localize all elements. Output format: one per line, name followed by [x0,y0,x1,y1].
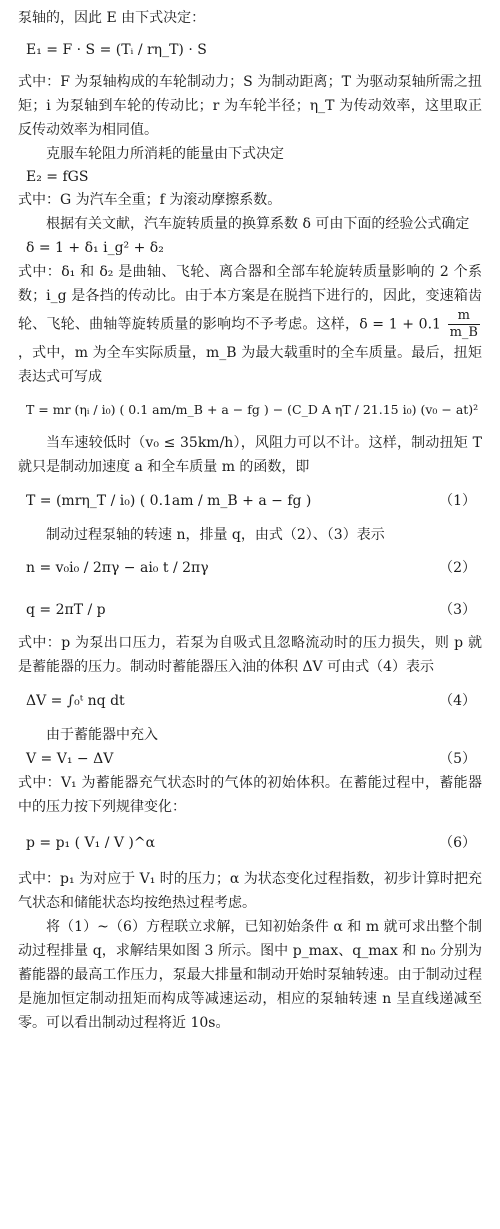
text-paragraph-9: 式中：p 为泵出口压力，若泵为自吸式且忽略流动时的压力损失，则 p 就是蓄能器的压力。制动时蓄能器压入油的体积 ΔV 可由式（4）表示 [18,635,482,675]
equation-5 [18,747,482,771]
equation-E1 [18,30,482,70]
equation-3-number: （3） [439,602,476,618]
equation-2-number: （2） [439,560,476,576]
equation-4 [18,679,482,723]
fraction-m-over-mB [448,308,480,341]
equation-T-full [18,389,482,431]
fraction-numerator: m [448,308,480,325]
equation-5-text: V = V₁ − ΔV [26,751,114,767]
equation-1-number: （1） [439,493,476,509]
text-paragraph-11: 式中：V₁ 为蓄能器充气状态时的气体的初始体积。在蓄能过程中，蓄能器中的压力按下列规律变化： [18,775,482,815]
fraction-denominator: m_B [449,325,478,340]
equation-delta-text: δ = 1 + δ₁ i_g² + δ₂ [26,240,164,256]
text-paragraph-2: 式中：F 为泵轴构成的车轮制动力；S 为制动距离；T 为驱动泵轴所需之扭矩；i 为泵轴到车轮的传动比；r 为车轮半径；η_T 为传动效率，这里取正反传动效率为相同值。 [18,74,482,138]
equation-E2-text: E₂ = fGS [26,169,89,185]
equation-6 [18,819,482,867]
text-paragraph-12: 式中：p₁ 为对应于 V₁ 时的压力；α 为状态变化过程指数，初步计算时把充气状态和储能状态均按绝热过程考虑。 [18,871,482,911]
text-paragraph-6 [18,260,482,389]
text-line-1: 泵轴的，因此 E 由下式决定： [18,10,206,26]
equation-3 [18,589,482,631]
equation-2 [18,547,482,589]
text-line-4: 式中：G 为汽车全重；f 为滚动摩擦系数。 [18,192,282,208]
equation-T-full-text: T = mr (ηᵢ / i₀) ( 0.1 am/m_B + a − fg ) − (C_D A ηT / 21.15 i₀) (v₀ − at)² [26,402,479,417]
text-paragraph-13: 将（1）~（6）方程联立求解，已知初始条件 α 和 m 就可求出整个制动过程排量 q，求解结果如图 3 所示。图中 p_max、q_max 和 n₀ 分别为蓄能器的最高工作压力，泵最大排量和制动开始时泵轴转速。由于制动过程是施加恒定制动扭矩而构成等减速运动，相应的泵轴转速 n 呈直线递减至零。可以看出制动过程将近 10s。 [18,919,482,1031]
equation-E1-text: E₁ = F · S = (Tᵢ / rη_T) · S [26,42,207,58]
equation-5-number: （5） [439,751,476,767]
equation-1 [18,479,482,523]
text-line-3: 克服车轮阻力所消耗的能量由下式决定 [46,146,284,162]
text-paragraph-7: 当车速较低时（v₀ ≤ 35km/h），风阻力可以不计。这样，制动扭矩 T 就只是制动加速度 a 和全车质量 m 的函数，即 [18,435,482,475]
text-paragraph-6b: ，式中，m 为全车实际质量，m_B 为最大载重时的全车质量。最后，扭矩表达式可写成 [18,345,482,385]
equation-6-number: （6） [439,835,476,851]
text-paragraph-6a: 式中：δ₁ 和 δ₂ 是曲轴、飞轮、离合器和全部车轮旋转质量影响的 2 个系数；i_g 是各挡的传动比。由于本方案是在脱挡下进行的，因此，变速箱齿轮、飞轮、曲轴等旋转质量的影响均不予考虑。这样，δ = 1 + 0.1 [18,264,482,333]
equation-E2 [18,166,482,188]
equation-4-text: ΔV = ∫₀ᵗ nq dt [26,693,125,709]
text-paragraph-5: 根据有关文献，汽车旋转质量的换算系数 δ 可由下面的经验公式确定 [46,216,470,232]
equation-1-text: T = (mrη_T / i₀) ( 0.1am / m_B + a − fg ) [26,493,312,509]
text-line-10: 由于蓄能器中充入 [46,727,158,743]
text-line-8: 制动过程泵轴的转速 n，排量 q，由式（2）、（3）表示 [46,527,385,543]
equation-3-text: q = 2πT / p [26,602,106,618]
equation-6-text: p = p₁ ( V₁ / V )^α [26,835,156,851]
equation-2-text: n = v₀i₀ / 2πγ − ai₀ t / 2πγ [26,560,209,576]
equation-delta [18,236,482,260]
equation-4-number: （4） [439,693,476,709]
